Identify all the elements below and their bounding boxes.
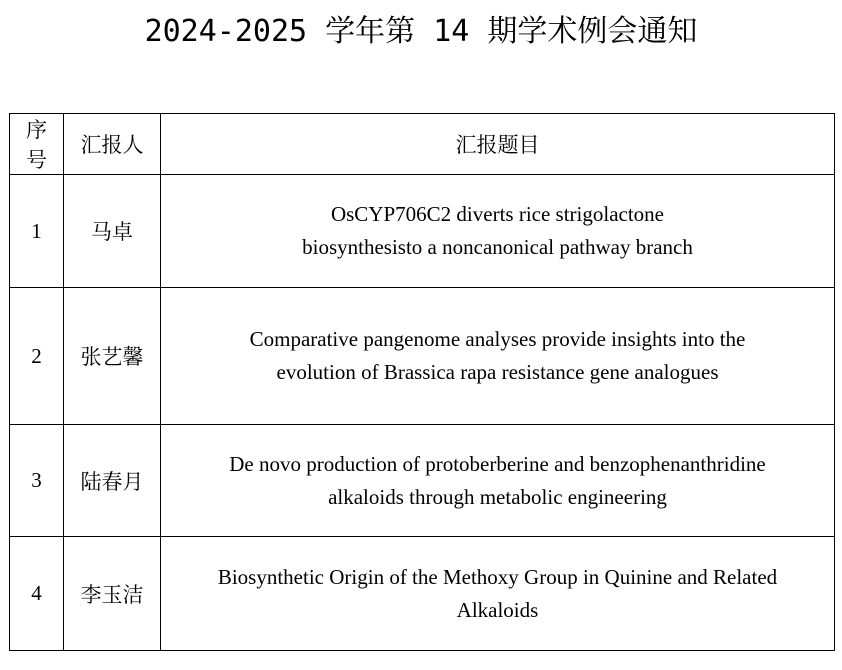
- row-topic: [161, 425, 835, 537]
- table-header-row: [10, 114, 835, 175]
- header-topic: 汇报题目: [161, 114, 835, 175]
- topic-line: Biosynthetic Origin of the Methoxy Group in Quinine and Related: [217, 564, 778, 589]
- row-presenter: 张艺馨: [64, 288, 161, 425]
- row-no: 3: [10, 425, 64, 537]
- page-title: 2024-2025 学年第 14 期学术例会通知: [144, 14, 698, 49]
- row-no: 4: [10, 537, 64, 651]
- topic-line: alkaloids through metabolic engineering: [328, 484, 667, 509]
- schedule-table: [9, 113, 835, 651]
- row-no: 2: [10, 288, 64, 425]
- row-topic: [161, 288, 835, 425]
- topic-line: Alkaloids: [456, 597, 539, 622]
- table-row: [10, 288, 835, 425]
- topic-line: Comparative pangenome analyses provide insights into the: [249, 327, 746, 351]
- table-row: [10, 175, 835, 288]
- row-topic: [161, 537, 835, 651]
- header-presenter: 汇报人: [64, 114, 161, 175]
- topic-line: biosynthesisto a noncanonical pathway branch: [302, 235, 693, 259]
- row-presenter: 李玉洁: [64, 537, 161, 651]
- row-presenter: 陆春月: [64, 425, 161, 537]
- row-presenter: 马卓: [64, 175, 161, 288]
- topic-line: De novo production of protoberberine and benzophenanthridine: [229, 451, 766, 476]
- table-row: [10, 537, 835, 651]
- table-row: [10, 425, 835, 537]
- topic-line: evolution of Brassica rapa resistance gene analogues: [276, 360, 719, 384]
- topic-line: OsCYP706C2 diverts rice strigolactone: [330, 202, 665, 226]
- header-no: 序号: [10, 114, 64, 175]
- row-topic: [161, 175, 835, 288]
- row-no: 1: [10, 175, 64, 288]
